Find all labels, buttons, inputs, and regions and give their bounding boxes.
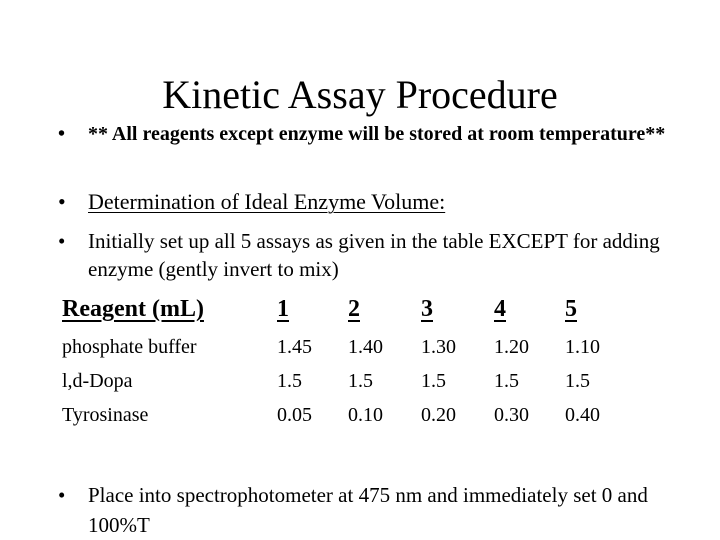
bullet-marker: • bbox=[58, 229, 66, 253]
table-cell: l,d-Dopa bbox=[62, 370, 133, 392]
table-cell: phosphate buffer bbox=[62, 336, 197, 358]
table-cell: 1.5 bbox=[421, 370, 446, 392]
bullet-storage-note bbox=[58, 121, 698, 147]
table-cell: 1.5 bbox=[277, 370, 302, 392]
table-cell: 0.40 bbox=[565, 404, 600, 426]
bullet-text: Initially set up all 5 assays as given in the table EXCEPT for adding enzyme (gently invert to mix) bbox=[88, 229, 660, 281]
bullet-text: Determination of Ideal Enzyme Volume: bbox=[88, 189, 446, 214]
bullet-marker: • bbox=[58, 483, 66, 507]
bullet-text: Place into spectrophotometer at 475 nm and immediately set 0 and 100%T bbox=[88, 483, 648, 537]
slide-title: Kinetic Assay Procedure bbox=[162, 72, 558, 117]
bullet-spectrophotometer bbox=[58, 480, 698, 540]
table-cell: 0.10 bbox=[348, 404, 383, 426]
table-cell: 1.20 bbox=[494, 336, 529, 358]
table-cell: 1.10 bbox=[565, 336, 600, 358]
table-cell: 1.30 bbox=[421, 336, 456, 358]
table-cell: 0.20 bbox=[421, 404, 456, 426]
table-cell: 1.5 bbox=[348, 370, 373, 392]
table-header-cell: Reagent (mL) bbox=[62, 296, 204, 322]
bullet-enzyme-volume bbox=[58, 188, 698, 216]
table-cell: 1.5 bbox=[565, 370, 590, 392]
table-cell: 0.30 bbox=[494, 404, 529, 426]
table-cell: 1.40 bbox=[348, 336, 383, 358]
bullet-marker: • bbox=[58, 189, 66, 214]
table-header-cell: 1 bbox=[277, 296, 289, 322]
table-header-cell: 4 bbox=[494, 296, 506, 322]
bullet-setup bbox=[58, 227, 698, 283]
table-header-cell: 5 bbox=[565, 296, 577, 322]
table-cell: 0.05 bbox=[277, 404, 312, 426]
table-header-cell: 3 bbox=[421, 296, 433, 322]
bullet-text: ** All reagents except enzyme will be stored at room temperature** bbox=[88, 123, 666, 145]
table-cell: 1.45 bbox=[277, 336, 312, 358]
table-cell: Tyrosinase bbox=[62, 404, 149, 426]
table-header-cell: 2 bbox=[348, 296, 360, 322]
bullet-marker: • bbox=[58, 123, 66, 145]
table-cell: 1.5 bbox=[494, 370, 519, 392]
